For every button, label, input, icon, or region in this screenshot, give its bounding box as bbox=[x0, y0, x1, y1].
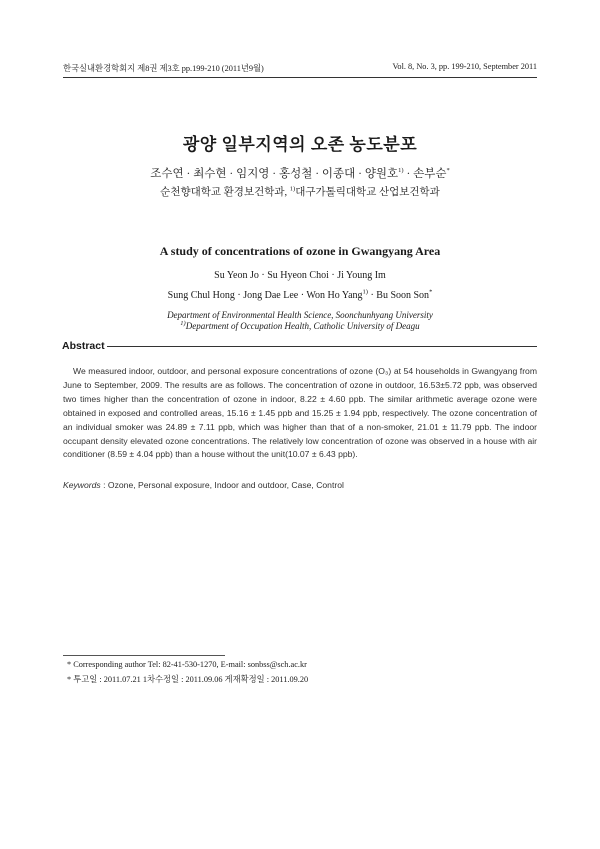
english-affiliation-2 bbox=[0, 321, 600, 331]
abstract-body bbox=[63, 365, 537, 462]
korean-affiliation-mark: 1) bbox=[289, 185, 296, 193]
english-corresponding-mark: * bbox=[429, 288, 433, 296]
korean-authors-tail: · 손부순 bbox=[403, 168, 447, 180]
korean-corresponding-mark: * bbox=[446, 167, 450, 175]
keywords-label: Keywords bbox=[63, 480, 101, 490]
english-authors-line-2-tail: · Bu Soon Son bbox=[367, 290, 430, 301]
korean-affiliation-2: 대구가톨릭대학교 산업보건학과 bbox=[295, 187, 440, 198]
abstract-text: We measured indoor, outdoor, and personal exposure concentrations of ozone (O₃) at 54 households in Gwangyang from June to September, 2009. The results are as follows. The concentration of ozone in outdoor, 16.53±5.72 ppb, was observed two times higher than the concentration of ozone in indoor, 8.22 ± 4.60 ppb. The similar arithmetic average ozone were obtained in exposed and controlled areas, 15.16 ± 1.45 ppb and 15.25 ± 1.94 ppb, respectively. The ozone concentration of an individual smoker was 24.89 ± 7.11 ppb, which was higher than that of a non-smoker, 21.01 ± 11.79 ppb. The indoor occupant density elevated ozone concentrations. The relatively low concentration of ozone was observed in a house with air conditioner (8.59 ± 4.04 ppb) than a house without the unit(10.07 ± 6.43 ppb). bbox=[63, 366, 537, 460]
abstract-rule bbox=[107, 346, 537, 347]
korean-authors-affil-mark: 1) bbox=[398, 167, 404, 175]
footnote-submission-dates: * 투고일 : 2011.07.21 1차수정일 : 2011.09.06 게재확정일 : 2011.09.20 bbox=[67, 675, 309, 684]
journal-citation-english: Vol. 8, No. 3, pp. 199-210, September 2011 bbox=[392, 62, 537, 71]
journal-citation-korean: 한국실내환경학회지 제8권 제3호 pp.199-210 (2011년9월) bbox=[63, 64, 264, 73]
keywords-text: Ozone, Personal exposure, Indoor and outdoor, Case, Control bbox=[107, 480, 344, 490]
english-authors-line-1: Su Yeon Jo · Su Hyeon Choi · Ji Young Im bbox=[214, 270, 386, 281]
english-title: A study of concentrations of ozone in Gwangyang Area bbox=[159, 244, 441, 258]
abstract-heading: Abstract bbox=[62, 340, 105, 352]
korean-title: 광양 일부지역의 오존 농도분포 bbox=[182, 135, 418, 154]
english-affiliation-mark: 1) bbox=[180, 320, 186, 327]
english-authors-line-2 bbox=[0, 290, 600, 301]
english-authors-affil-mark: 1) bbox=[362, 288, 368, 296]
keywords bbox=[63, 480, 537, 490]
abstract-heading-row bbox=[62, 340, 537, 352]
korean-authors-main: 조수연 · 최수현 · 임지영 · 홍성철 · 이종대 · 양원호 bbox=[150, 168, 399, 180]
korean-affiliations bbox=[0, 184, 600, 199]
korean-authors bbox=[0, 165, 600, 181]
keywords-separator: : bbox=[100, 480, 108, 490]
english-authors-line-2-main: Sung Chul Hong · Jong Dae Lee · Won Ho Yang bbox=[167, 290, 363, 301]
korean-affiliation-1: 순천향대학교 환경보건학과, bbox=[160, 187, 290, 198]
footnote-corresponding-author: * Corresponding author Tel: 82-41-530-1270, E-mail: sonbss@sch.ac.kr bbox=[67, 660, 307, 669]
english-affiliation-2-text: Department of Occupation Health, Catholic University of Deagu bbox=[185, 321, 420, 331]
running-header bbox=[63, 62, 537, 78]
footnote-divider bbox=[63, 655, 225, 656]
english-affiliation-1: Department of Environmental Health Science, Soonchunhyang University bbox=[167, 310, 433, 320]
